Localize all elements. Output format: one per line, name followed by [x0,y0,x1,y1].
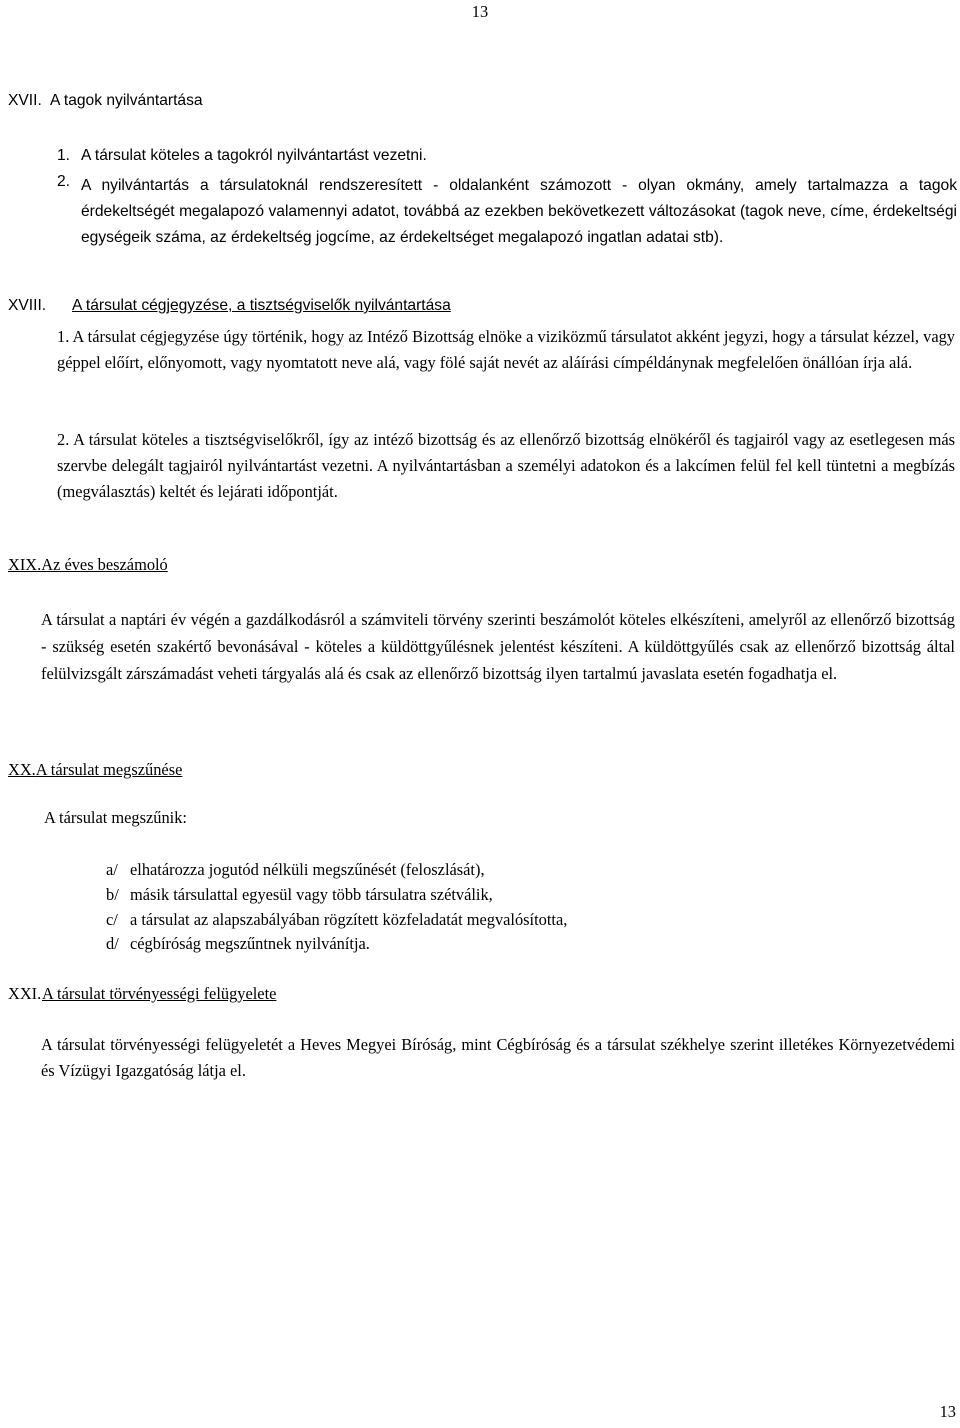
list-marker: b/ [106,885,119,904]
section-21-paragraph: A társulat törvényességi felügyeletét a Heves Megyei Bíróság, mint Cégbíróság és a társulat székhelye szerint illetékes Környezetvédemi és Vízügyi Igazgatóság látja el. [41,1035,955,1080]
list-text: másik társulattal egyesül vagy több társulatra szétválik, [130,885,493,904]
section-18-heading [8,297,451,315]
list-marker: d/ [106,934,119,953]
section-17-heading [8,92,203,110]
page-number-bottom: 13 [939,1402,956,1421]
section-19-paragraph: A társulat a naptári év végén a gazdálkodásról a számviteli törvény szerinti beszámolót köteles elkészíteni, amelyről az ellenőrző bizottság - szükség esetén szakértő bevonásával - köteles a küldöttgyűlésnek jelentést készíteni. A küldöttgyűlés csak az ellenőrző bizottság által felülvizsgált zárszámadást veheti tárgyalás alá és csak az ellenőrző bizottság ilyen tartalmú javaslata esetén fogadhatja el. [41,610,955,683]
list-marker: a/ [106,860,118,879]
section-20-number: XX. [8,760,36,779]
section-18-title: A társulat cégjegyzése, a tisztségviselők nyilvántartása [72,297,451,314]
list-text: A társulat köteles a tagokról nyilvántartást vezetni. [81,147,427,164]
list-text: A nyilvántartás a társulatoknál rendszeresített - oldalanként számozott - olyan okmány, amely tartalmazza a tagok érdekeltségét megalapozó valamennyi adatot, továbbá az ezekben bekövetkezett változásokat (tagok neve, címe, érdekeltségi egységeik száma, az érdekeltség jogcíme, az érdekeltséget megalapozó ingatlan adatai stb). [81,177,957,246]
list-text: elhatározza jogutód nélküli megszűnését (feloszlását), [130,860,485,879]
list-text: a társulat az alapszabályában rögzített közfeladatát megvalósította, [130,910,568,929]
section-20-heading [8,760,182,780]
section-19-number: XIX. [8,555,42,574]
section-17-number: XVII. [8,92,42,109]
section-19-heading [8,555,168,575]
section-17-title: A tagok nyilvántartása [50,92,203,109]
list-marker: c/ [106,910,118,929]
section-21-heading [8,984,276,1004]
section-17-item-2 [57,173,957,253]
section-20-intro: A társulat megszűnik: [44,808,187,827]
list-marker: 2. [57,173,71,190]
section-21-number: XXI. [8,984,42,1003]
section-18-paragraph-2: 2. A társulat köteles a tisztségviselőkről, így az intéző bizottság és az ellenőrző bizottság elnökéről és tagjairól vagy az esetlegesen más szervbe delegált tagjairól nyilvántartást vezetni. A nyilvántartásban a személyi adatokon és a lakcímen felül fel kell tüntetni a megbízás (megválasztás) keltét és lejárati időpontját. [57,430,955,501]
section-18-number: XVIII. [8,297,47,314]
section-18-paragraph-1: 1. A társulat cégjegyzése úgy történik, hogy az Intéző Bizottság elnöke a viziközmű társulatot akként jegyzi, hogy a társulat kézzel, vagy géppel előírt, előnyomott, vagy nyomtatott neve alá, vagy fölé saját nevét az aláírási címpéldánynak megfelelően önállóan írja alá. [57,327,955,372]
section-20-title: A társulat megszűnése [35,760,183,779]
list-marker: 1. [57,147,71,164]
page-number-top: 13 [471,2,489,21]
list-text: cégbíróság megszűntnek nyilvánítja. [130,934,370,953]
section-19-title: Az éves beszámoló [41,555,168,574]
section-21-title: A társulat törvényességi felügyelete [42,984,277,1003]
